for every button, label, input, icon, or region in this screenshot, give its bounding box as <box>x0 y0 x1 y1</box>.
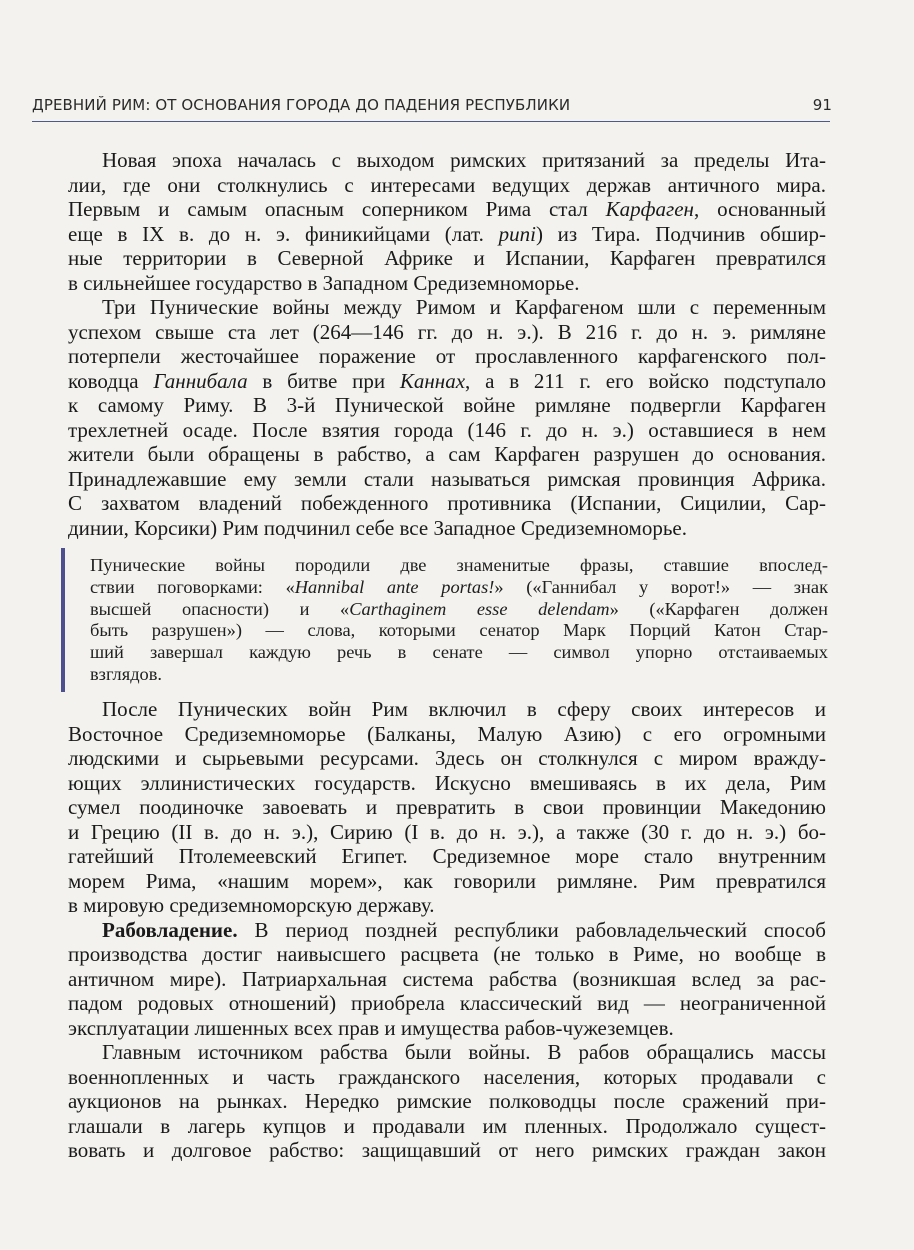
callout-line: быть разрушен») — слова, которыми сенатор Марк Порций Катон Стар- <box>90 620 828 641</box>
callout-line: Пунические войны породили две знаменитые фразы, ставшие впослед- <box>90 555 828 575</box>
text-line: потерпели жесточайшее поражение от прославленного карфагенского пол- <box>68 344 826 368</box>
text-line: С захватом владений побежденного противника (Испании, Сицилии, Сар- <box>68 491 826 515</box>
text-line: античном мире). Патриархальная система рабства (возникшая вслед за рас- <box>68 966 826 991</box>
term-puni: puni <box>498 221 536 246</box>
text-line: гатейший Птолемеевский Египет. Средиземное море стало внутренним <box>68 844 826 868</box>
section-heading-slavery: Рабовладение. <box>102 917 238 942</box>
callout-line: взглядов. <box>90 663 163 684</box>
term-cannae: Каннах <box>399 368 466 393</box>
text-line: трехлетней осаде. После взятия города (146 г. до н. э.) оставшиеся в нем <box>68 417 826 442</box>
text-line: производства достиг наивысшего расцвета (не только в Риме, но вообще в <box>68 942 826 966</box>
text-line: динии, Корсики) Рим подчинил себе все Западное Средиземноморье. <box>68 515 687 540</box>
quote-hannibal-ante-portas: Hannibal ante portas! <box>294 576 495 597</box>
text-line: аукционов на рынках. Нередко римские полководцы после сражений при- <box>68 1089 826 1113</box>
text-line: людскими и сырьевыми ресурсами. Здесь он столкнулся с миром вражду- <box>68 746 826 770</box>
text-line: эксплуатации лишенных всех прав и имущества рабов-чужеземцев. <box>68 1015 674 1040</box>
running-header-title: ДРЕВНИЙ РИМ: ОТ ОСНОВАНИЯ ГОРОДА ДО ПАДЕНИЯ РЕСПУБЛИКИ <box>32 96 571 114</box>
term-hannibal: Ганнибала <box>153 368 248 393</box>
text-line: в мировую средиземноморскую державу. <box>68 893 435 917</box>
text-line: Восточное Средиземноморье (Балканы, Малую Азию) с его огромными <box>68 721 826 746</box>
text-line: вовать и долговое рабство: защищавший от него римских граждан закон <box>68 1138 826 1162</box>
callout-line: ший завершал каждую речь в сенате — символ упорно отстаиваемых <box>90 642 828 663</box>
text-line: и Грецию (II в. до н. э.), Сирию (I в. до н. э.), а также (30 г. до н. э.) бо- <box>68 819 826 844</box>
text-line: лии, где они столкнулись с интересами ведущих держав античного мира. <box>68 172 826 197</box>
term-carthage: Карфаген <box>605 197 694 221</box>
page-number: 91 <box>812 96 832 114</box>
text-line: После Пунических войн Рим включил в сферу своих интересов и <box>102 697 826 721</box>
text-line: Принадлежавшие ему земли стали называться римская провинция Африка. <box>68 466 826 491</box>
text-line: успехом свыше ста лет (264—146 гг. до н. э.). В 216 г. до н. э. римляне <box>68 319 826 344</box>
text-line: глашали в лагерь купцов и продавали им пленных. Продолжало сущест- <box>68 1113 826 1138</box>
text-line: ководца Ганнибала в битве при Каннах, а в 211 г. его войско подступало <box>68 368 826 393</box>
paragraph-new-epoch <box>34 148 826 295</box>
text-line: ные территории в Северной Африке и Испании, Карфаген превратился <box>68 246 826 270</box>
callout-line: высшей опасности) и «Carthaginem esse delendam» («Карфаген должен <box>90 598 828 619</box>
paragraph-sources-of-slavery <box>34 1040 826 1163</box>
text-line: в сильнейшее государство в Западном Средиземноморье. <box>68 270 580 295</box>
text-block-top <box>34 148 826 540</box>
paragraph-eastern-mediterranean <box>34 697 826 918</box>
text-line: еще в IX в. до н. э. финикийцами (лат. puni) из Тира. Подчинив обшир- <box>68 221 826 246</box>
text-line: сумел поодиночке завоевать и превратить в свои провинции Македонию <box>68 795 826 819</box>
text-line: падом родовых отношений) приобрела классический вид — неограниченной <box>68 991 826 1015</box>
text-line: Три Пунические войны между Римом и Карфагеном шли с переменным <box>102 295 826 319</box>
callout-text <box>90 555 828 686</box>
text-block-bottom <box>34 697 826 1163</box>
text-line: Новая эпоха началась с выходом римских притязаний за пределы Ита- <box>102 148 826 172</box>
callout-accent-bar <box>61 548 65 692</box>
paragraph-slavery <box>34 918 826 1041</box>
callout-line: ствии поговорками: «Hannibal ante portas!» («Ганнибал у ворот!» — знак <box>90 576 828 597</box>
text-line: военнопленных и часть гражданского населения, которых продавали с <box>68 1064 826 1089</box>
text-line: к самому Риму. В 3-й Пунической войне римляне подвергли Карфаген <box>68 393 826 417</box>
text-line: морем Рима, «нашим морем», как говорили римляне. Рим превратился <box>68 868 826 893</box>
paragraph-punic-wars <box>34 295 826 540</box>
quote-carthaginem-esse-delendam: Carthaginem esse delendam <box>349 598 610 619</box>
text-line: жители были обращены в рабство, а сам Карфаген разрушен до основания. <box>68 442 826 466</box>
text-line: ющих эллинистических государств. Искусно вмешиваясь в их дела, Рим <box>68 770 826 795</box>
text-line: Первым и самым опасным соперником Рима стал Карфаген, основанный <box>68 197 826 221</box>
text-line: Рабовладение. В период поздней республики рабовладельческий способ <box>102 917 826 942</box>
running-header <box>32 96 832 120</box>
header-rule <box>32 121 830 122</box>
text-line: Главным источником рабства были войны. В рабов обращались массы <box>102 1040 826 1064</box>
